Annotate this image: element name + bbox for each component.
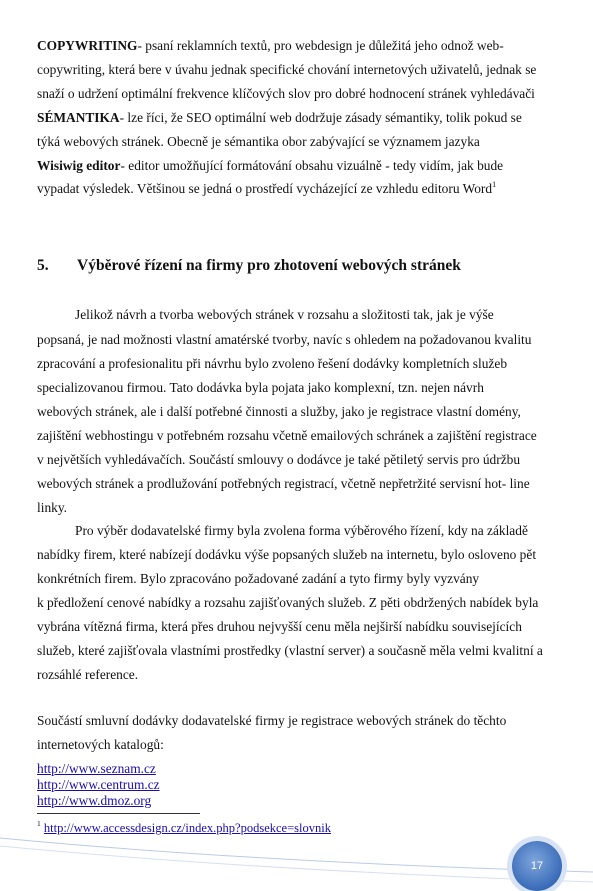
glossary-text: - editor umožňující formátování obsahu vizuálně - tedy vidím, jak bude: [120, 158, 504, 173]
paragraph-line: internetových katalogů:: [37, 737, 164, 752]
paragraph-line: vybrána vítězná firma, která přes druhou nejvyšší cenu měla nejširší nabídku souvisejících: [37, 619, 522, 634]
paragraph-line: konkrétních firem. Bylo zpracováno požadované zadání a tyto firmy byly vyzvány: [37, 571, 480, 586]
glossary-line-5: týká webových stránek. Obecně je sémantika obor zabývající se významem jazyka: [37, 134, 480, 149]
paragraph-line: zajištění webhostingu v potřebném rozsahu včetně emailových schránek a zajištění registrace: [37, 428, 537, 443]
footnote-link[interactable]: http://www.accessdesign.cz/index.php?podsekce=slovnik: [43, 821, 331, 835]
paragraph-line: specializovanou firmou. Tato dodávka byla pojata jako komplexní, tzn. nejen návrh: [37, 380, 484, 395]
link-centrum[interactable]: http://www.centrum.cz: [37, 777, 160, 792]
paragraph-line: služeb, které zajišťovala vlastními prostředky (vlastní server) a současně měla velmi kvalitní a: [37, 643, 543, 658]
link-seznam[interactable]: http://www.seznam.cz: [37, 761, 156, 776]
footnote-marker: 1: [37, 819, 41, 828]
page-number-badge: 17: [512, 841, 562, 891]
paragraph-line: Jelikož návrh a tvorba webových stránek v rozsahu a složitosti tak, jak je výše: [75, 307, 494, 322]
paragraph-line: webových stránek a prodlužování potřebných registrací, včetně nepřetržité servisní hot- line: [37, 476, 530, 491]
link-dmoz[interactable]: http://www.dmoz.org: [37, 793, 152, 808]
paragraph-line: linky.: [37, 500, 68, 515]
paragraph-line: Pro výběr dodavatelské firmy byla zvolena forma výběrového řízení, kdy na základě: [75, 523, 528, 538]
paragraph-line: zpracování a profesionalitu při návrhu bylo zvoleno řešení dodávky kompletních služeb: [37, 356, 508, 371]
wysiwig-term: Wisiwig editor: [37, 158, 121, 173]
semantika-term: SÉMANTIKA: [37, 110, 120, 125]
paragraph-line: nabídky firem, které nabízejí dodávku výše popsaných služeb na internetu, bylo osloveno pět: [37, 547, 537, 562]
paragraph-line: rozsáhlé reference.: [37, 667, 139, 682]
section-number: 5.: [37, 257, 49, 274]
glossary-text: - psaní reklamních textů, pro webdesign je důležitá jeho odnož web-: [137, 38, 504, 53]
paragraph-line: webových stránek, ale i další potřebné činnosti a služby, jako je registrace vlastní domény,: [37, 404, 521, 419]
paragraph-line: v největších vyhledávačích. Součástí smlouvy o dodávce je také pětiletý servis pro údržbu: [37, 452, 521, 467]
glossary-line-3: snaží o udržení optimální frekvence klíčových slov pro dobré hodnocení stránek vyhledávači: [37, 86, 535, 101]
footnote-reference[interactable]: 1: [492, 180, 497, 189]
paragraph-line: k předložení cenové nabídky a rozsahu zajišťovaných služeb. Z pěti obdržených nabídek byla: [37, 595, 539, 610]
paragraph-line: popsaná, je nad možnosti vlastní amatérské tvorby, navíc s ohledem na požadovanou kvalitu: [37, 332, 532, 347]
section-title: Výběrové řízení na firmy pro zhotovení webových stránek: [77, 257, 461, 274]
glossary-line-2: copywriting, která bere v úvahu jednak specifické chování internetových uživatelů, jednak se: [37, 62, 537, 77]
paragraph-line: Součástí smluvní dodávky dodavatelské firmy je registrace webových stránek do těchto: [37, 713, 507, 728]
copywriting-term: COPYWRITING: [37, 38, 138, 53]
glossary-text: - lze říci, že SEO optimální web dodržuje zásady sémantiky, tolik pokud se: [119, 110, 522, 125]
glossary-text: vypadat výsledek. Většinou se jedná o prostředí vycházející ze vzhledu editoru Word: [37, 181, 493, 196]
